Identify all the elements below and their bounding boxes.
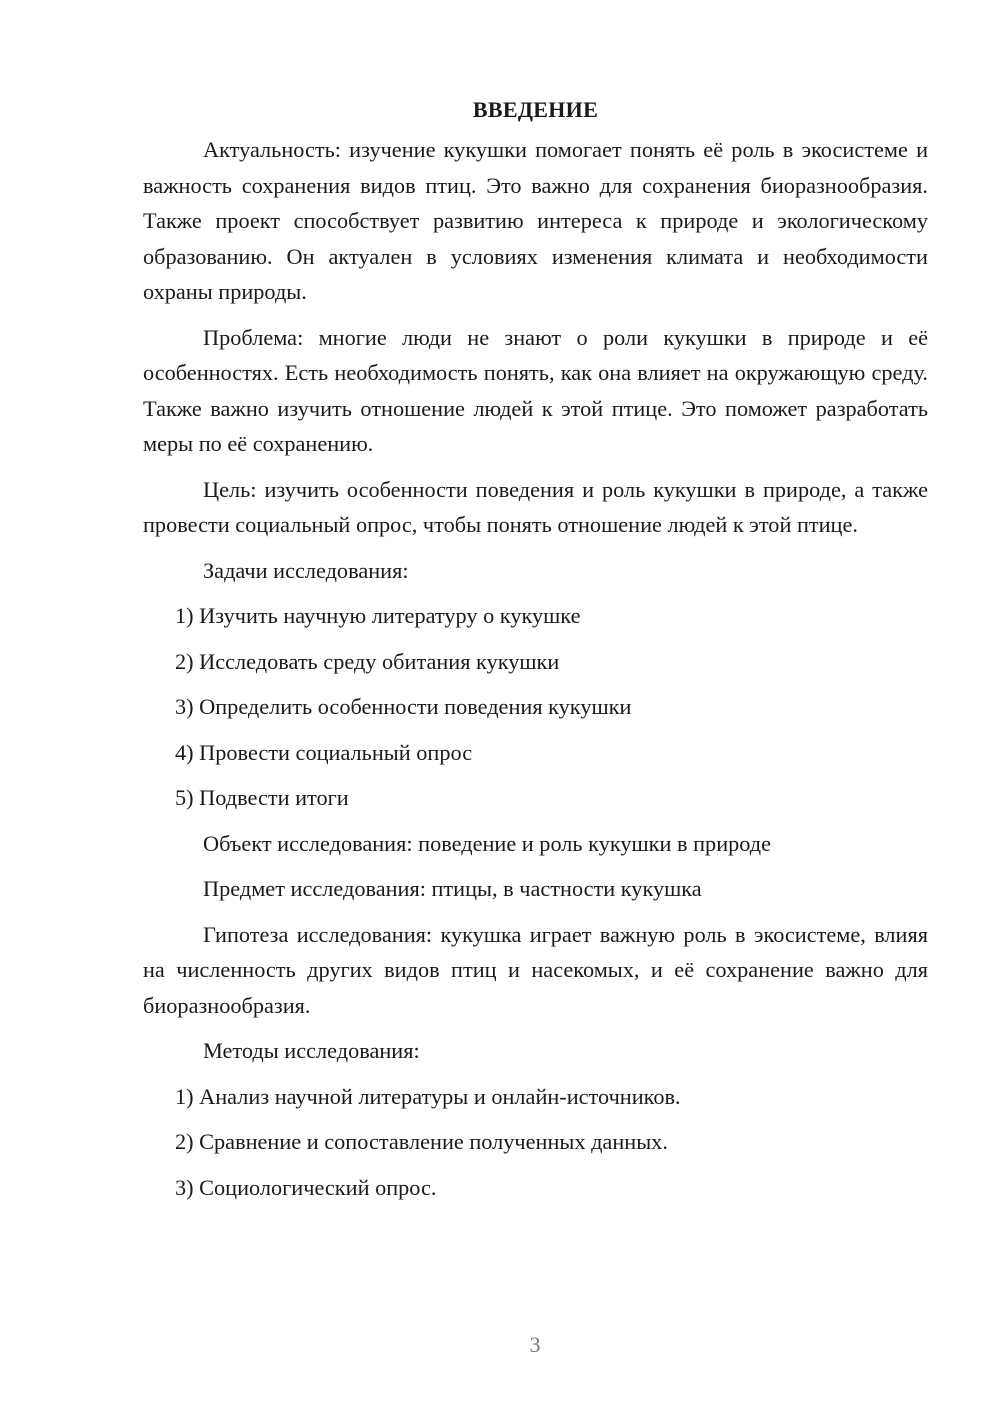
hypothesis-paragraph: Гипотеза исследования: кукушка играет важную роль в экосистеме, влияя на численность других видов птиц и насекомых, и её сохранение важно для биоразнообразия. bbox=[143, 921, 928, 1018]
methods-heading: Методы исследования: bbox=[203, 1038, 420, 1063]
goal-paragraph: Цель: изучить особенности поведения и роль кукушки в природе, а также провести социальный опрос, чтобы понять отношение людей к этой птице. bbox=[143, 476, 928, 537]
problem-paragraph: Проблема: многие люди не знают о роли кукушки в природе и её особенностях. Есть необходимость понять, как она влияет на окружающую среду. Также важно изучить отношение людей к этой птице. Это поможет разработать меры по её сохранению. bbox=[143, 324, 928, 456]
task-item: 1) Изучить научную литературу о кукушке bbox=[175, 603, 581, 628]
task-item: 3) Определить особенности поведения кукушки bbox=[175, 694, 632, 719]
research-object: Объект исследования: поведение и роль кукушки в природе bbox=[203, 830, 772, 856]
task-item: 5) Подвести итоги bbox=[175, 785, 349, 810]
method-item: 1) Анализ научной литературы и онлайн-источников. bbox=[175, 1083, 681, 1109]
page-number: 3 bbox=[529, 1332, 541, 1357]
method-item: 2) Сравнение и сопоставление полученных данных. bbox=[175, 1129, 668, 1154]
method-item: 3) Социологический опрос. bbox=[175, 1174, 437, 1200]
tasks-heading: Задачи исследования: bbox=[203, 557, 409, 583]
task-item: 2) Исследовать среду обитания кукушки bbox=[175, 648, 560, 674]
task-item: 4) Провести социальный опрос bbox=[175, 739, 473, 765]
research-subject: Предмет исследования: птицы, в частности кукушка bbox=[203, 876, 702, 901]
relevance-paragraph: Актуальность: изучение кукушки помогает понять её роль в экосистеме и важность сохранения видов птиц. Это важно для сохранения биоразнообразия. Также проект способствует развитию интереса к природе и экологическому образованию. Он актуален в условиях изменения климата и необходимости охраны природы. bbox=[143, 137, 928, 304]
document-page bbox=[143, 92, 928, 1215]
page-title: ВВЕДЕНИЕ bbox=[472, 97, 599, 122]
